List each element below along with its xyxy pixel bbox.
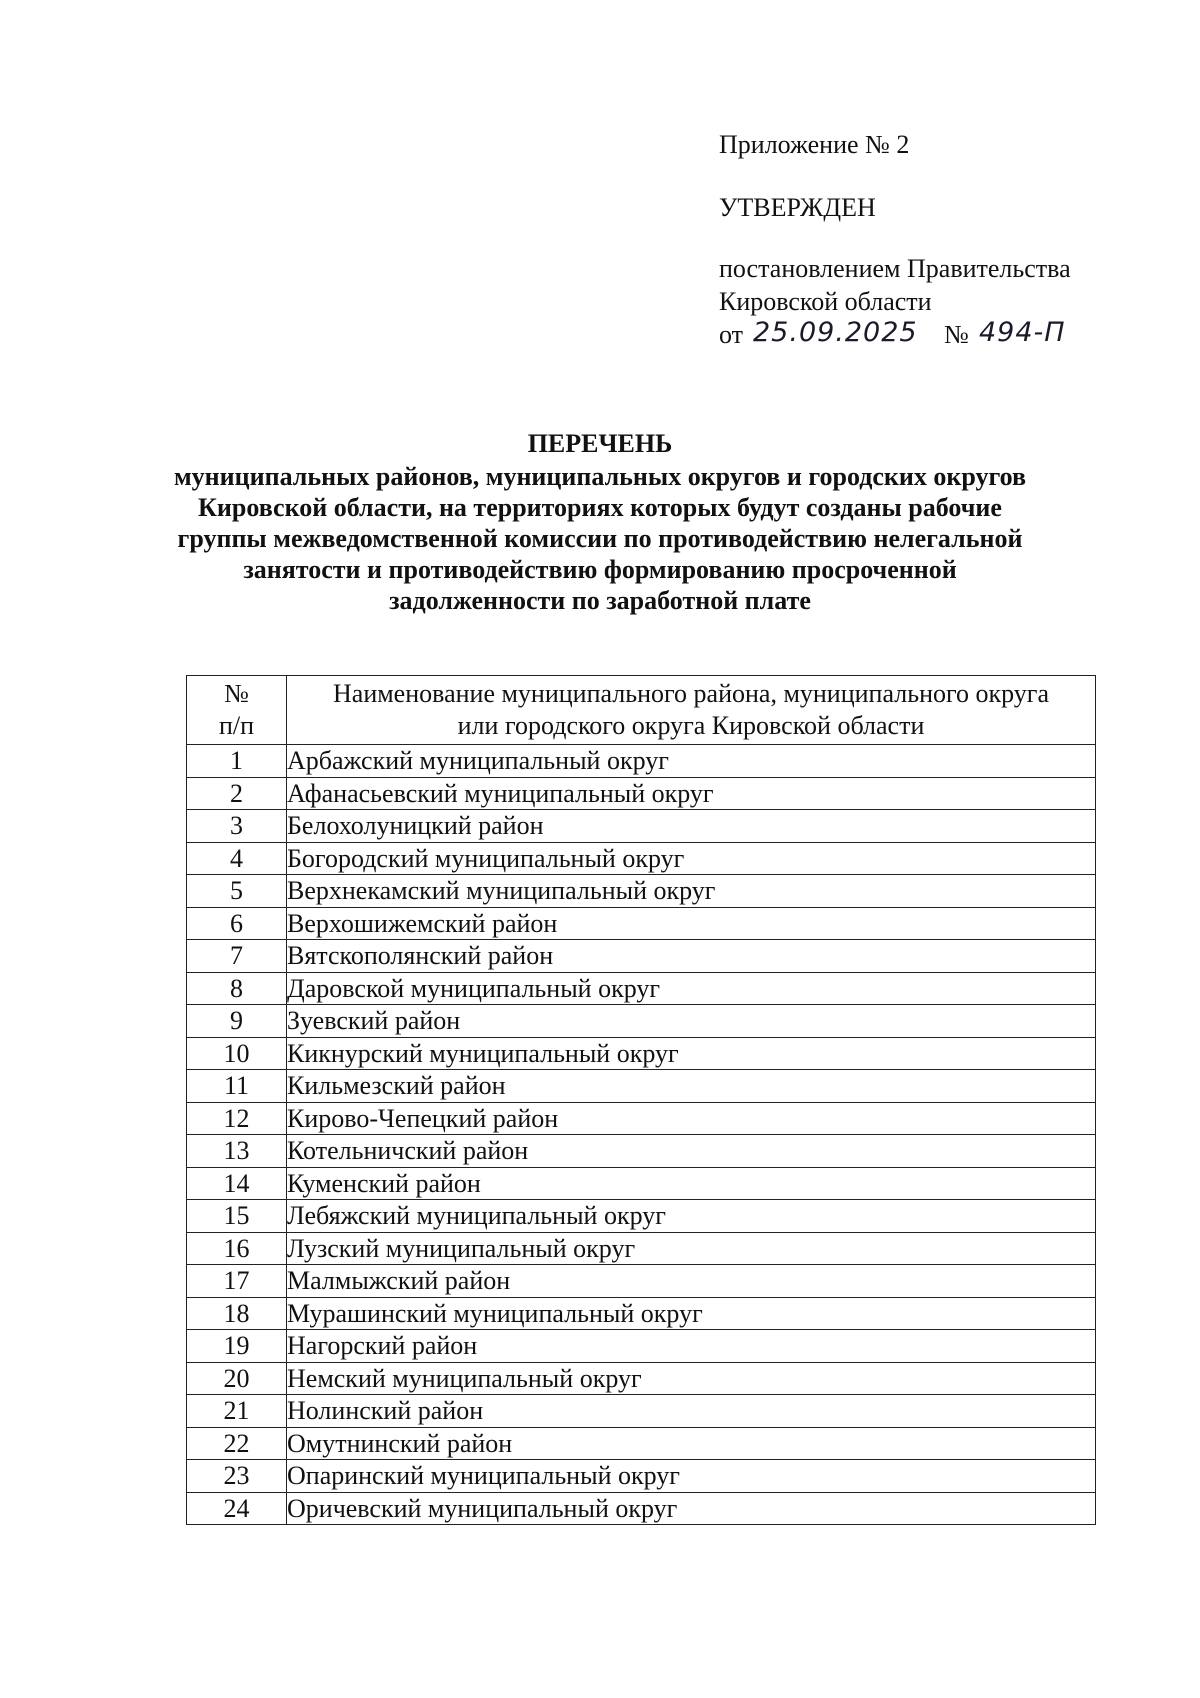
row-name: Кирово-Чепецкий район xyxy=(287,1102,1096,1135)
row-name: Даровской муниципальный округ xyxy=(287,972,1096,1005)
table-row xyxy=(187,1460,1096,1493)
row-name: Кикнурский муниципальный округ xyxy=(287,1037,1096,1070)
decree-line-2: Кировской области xyxy=(719,287,932,316)
row-number: 1 xyxy=(187,745,287,778)
row-number: 3 xyxy=(187,810,287,843)
table-row xyxy=(187,842,1096,875)
header-number-cell xyxy=(187,676,287,745)
row-number: 15 xyxy=(187,1200,287,1233)
row-number: 20 xyxy=(187,1362,287,1395)
table-header-row xyxy=(187,676,1096,745)
handwritten-date: 25.09.2025 xyxy=(753,317,918,348)
table-row xyxy=(187,940,1096,973)
approved-label: УТВЕРЖДЕН xyxy=(719,193,876,222)
row-name: Омутнинский район xyxy=(287,1427,1096,1460)
decree-date-number xyxy=(719,318,1139,354)
title-line: Кировской области, на территориях которых будут созданы рабочие xyxy=(198,493,1002,522)
row-number: 16 xyxy=(187,1232,287,1265)
row-number: 12 xyxy=(187,1102,287,1135)
table-body xyxy=(187,745,1096,1525)
row-name: Зуевский район xyxy=(287,1005,1096,1038)
row-number: 23 xyxy=(187,1460,287,1493)
row-name: Нагорский район xyxy=(287,1330,1096,1363)
header-name-line2: или городского округа Кировской области xyxy=(457,711,925,740)
row-name: Кильмезский район xyxy=(287,1070,1096,1103)
row-number: 18 xyxy=(187,1297,287,1330)
row-number: 13 xyxy=(187,1135,287,1168)
row-number: 10 xyxy=(187,1037,287,1070)
header-number-line2: п/п xyxy=(218,711,255,740)
row-name: Лебяжский муниципальный округ xyxy=(287,1200,1096,1233)
row-number: 8 xyxy=(187,972,287,1005)
table-row xyxy=(187,1135,1096,1168)
title-heading: ПЕРЕЧЕНЬ xyxy=(527,429,673,458)
header-name-line1: Наименование муниципального района, муниципального округа xyxy=(333,679,1049,708)
row-number: 2 xyxy=(187,777,287,810)
title-line: муниципальных районов, муниципальных округов и городских округов xyxy=(173,462,1027,491)
title-line: группы межведомственной комиссии по противодействию нелегальной xyxy=(177,524,1023,553)
handwritten-number: 494-П xyxy=(979,317,1066,348)
document-title xyxy=(150,428,1050,616)
row-name: Котельничский район xyxy=(287,1135,1096,1168)
table-row xyxy=(187,1427,1096,1460)
table-row xyxy=(187,745,1096,778)
row-number: 5 xyxy=(187,875,287,908)
table-row xyxy=(187,1395,1096,1428)
row-number: 6 xyxy=(187,907,287,940)
table-row xyxy=(187,972,1096,1005)
table-row xyxy=(187,1362,1096,1395)
row-name: Малмыжский район xyxy=(287,1265,1096,1298)
table-row xyxy=(187,1102,1096,1135)
table-row xyxy=(187,1297,1096,1330)
districts-table xyxy=(186,675,1096,1525)
header-name-cell xyxy=(287,676,1096,745)
number-sign: № xyxy=(944,320,969,349)
title-line: задолженности по заработной плате xyxy=(389,586,811,615)
table-row xyxy=(187,1330,1096,1363)
table-row xyxy=(187,1200,1096,1233)
table-row xyxy=(187,1070,1096,1103)
row-name: Мурашинский муниципальный округ xyxy=(287,1297,1096,1330)
row-name: Верхошижемский район xyxy=(287,907,1096,940)
row-name: Арбажский муниципальный округ xyxy=(287,745,1096,778)
date-prefix: от xyxy=(719,320,744,349)
row-number: 17 xyxy=(187,1265,287,1298)
row-name: Куменский район xyxy=(287,1167,1096,1200)
row-name: Богородский муниципальный округ xyxy=(287,842,1096,875)
table-row xyxy=(187,1005,1096,1038)
row-name: Нолинский район xyxy=(287,1395,1096,1428)
row-number: 4 xyxy=(187,842,287,875)
row-name: Вятскополянский район xyxy=(287,940,1096,973)
row-name: Опаринский муниципальный округ xyxy=(287,1460,1096,1493)
table-row xyxy=(187,1265,1096,1298)
row-name: Немский муниципальный округ xyxy=(287,1362,1096,1395)
table-row xyxy=(187,1037,1096,1070)
decree-line-1: постановлением Правительства xyxy=(719,254,1071,283)
table-row xyxy=(187,1167,1096,1200)
table-row xyxy=(187,810,1096,843)
row-name: Афанасьевский муниципальный округ xyxy=(287,777,1096,810)
row-name: Лузский муниципальный округ xyxy=(287,1232,1096,1265)
row-name: Верхнекамский муниципальный округ xyxy=(287,875,1096,908)
row-number: 11 xyxy=(187,1070,287,1103)
table-row xyxy=(187,907,1096,940)
row-number: 21 xyxy=(187,1395,287,1428)
table-row xyxy=(187,1492,1096,1525)
table-row xyxy=(187,1232,1096,1265)
table-row xyxy=(187,777,1096,810)
row-number: 14 xyxy=(187,1167,287,1200)
row-name: Оричевский муниципальный округ xyxy=(287,1492,1096,1525)
header-number-line1: № xyxy=(224,679,249,708)
row-name: Белохолуницкий район xyxy=(287,810,1096,843)
row-number: 19 xyxy=(187,1330,287,1363)
row-number: 9 xyxy=(187,1005,287,1038)
approval-block xyxy=(719,128,1139,354)
row-number: 22 xyxy=(187,1427,287,1460)
table-row xyxy=(187,875,1096,908)
row-number: 7 xyxy=(187,940,287,973)
title-line: занятости и противодействию формированию просроченной xyxy=(243,555,957,584)
row-number: 24 xyxy=(187,1492,287,1525)
appendix-label: Приложение № 2 xyxy=(719,130,910,159)
